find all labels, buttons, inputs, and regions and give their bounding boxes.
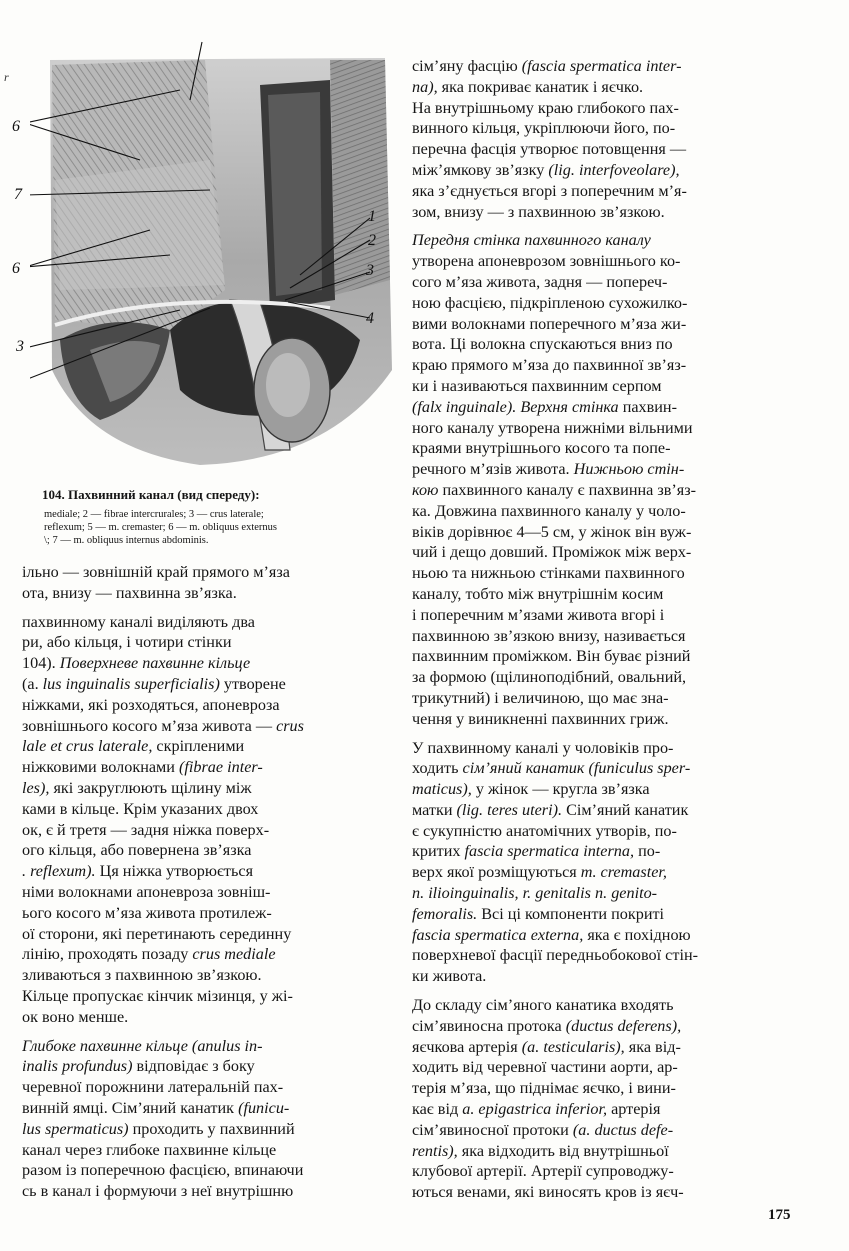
text-line bbox=[22, 716, 393, 737]
text-run: ього косого м’яза живота протилеж- bbox=[22, 903, 272, 922]
text-run: До складу сім’яного канатика входять bbox=[412, 996, 674, 1015]
text-line bbox=[412, 438, 798, 459]
text-run: які закруглюють щілину між bbox=[49, 778, 252, 797]
text-run: ок воно менше. bbox=[22, 1007, 129, 1026]
italic-term: кою bbox=[412, 480, 439, 499]
text-run: сім’явиносної протоки bbox=[412, 1120, 573, 1139]
right-text-column bbox=[412, 56, 798, 1203]
figure-legend bbox=[44, 508, 390, 547]
text-run: зливаються з пахвинною зв’язкою. bbox=[22, 966, 262, 985]
text-line bbox=[412, 251, 798, 272]
text-run: Сім’яний канатик bbox=[562, 800, 689, 819]
text-line bbox=[412, 1182, 798, 1203]
text-line bbox=[22, 612, 393, 633]
paragraph bbox=[22, 1036, 393, 1202]
text-line bbox=[22, 1077, 393, 1098]
italic-term: (ductus deferens), bbox=[565, 1016, 682, 1035]
text-line bbox=[412, 584, 798, 605]
text-line bbox=[412, 56, 798, 77]
text-line bbox=[412, 709, 798, 730]
text-run: по- bbox=[634, 842, 661, 861]
text-run: канал через глибоке пахвинне кільце bbox=[22, 1140, 277, 1159]
text-line bbox=[412, 160, 798, 181]
callout-label: 6 bbox=[12, 260, 20, 277]
text-line bbox=[412, 779, 798, 800]
text-line bbox=[412, 883, 798, 904]
text-run: лінію, проходять позаду bbox=[22, 945, 193, 964]
italic-term: (lig. interfoveolare), bbox=[548, 160, 680, 179]
text-line bbox=[412, 626, 798, 647]
italic-term: Нижньою стін- bbox=[573, 460, 685, 479]
callout-label: 2 bbox=[368, 232, 376, 249]
text-run: у жінок — кругла зв’язка bbox=[471, 780, 650, 799]
figure-legend-line: \; 7 — m. obliquus internus abdominis. bbox=[44, 535, 209, 546]
text-run: критих bbox=[412, 842, 465, 861]
text-run: сого м’яза живота, задня — попереч- bbox=[412, 272, 668, 291]
paragraph bbox=[412, 230, 798, 729]
text-line bbox=[412, 738, 798, 759]
callout-label: 6 bbox=[12, 118, 20, 135]
text-run: яєчкова артерія bbox=[412, 1037, 522, 1056]
text-line bbox=[412, 397, 798, 418]
text-line bbox=[412, 118, 798, 139]
text-line bbox=[22, 1181, 393, 1202]
text-line bbox=[412, 139, 798, 160]
text-run: ного каналу утворена нижніми вільними bbox=[412, 418, 693, 437]
figure-legend-line: mediale; 2 — fibrae intercrurales; 3 — crus laterale; bbox=[44, 509, 264, 520]
paragraph bbox=[412, 56, 798, 222]
text-line bbox=[22, 882, 393, 903]
text-run: ходить від черевної частини аорти, ар- bbox=[412, 1058, 678, 1077]
italic-term: сім’яний канатик (funiculus sper- bbox=[462, 759, 691, 778]
italic-term: crus bbox=[276, 716, 304, 735]
text-run: між’ямкову зв’язку bbox=[412, 160, 549, 179]
text-run: за формою (щілиноподібний, овальний, bbox=[412, 668, 687, 687]
page-number: 175 bbox=[768, 1207, 791, 1223]
text-line bbox=[412, 1037, 798, 1058]
text-line bbox=[412, 1099, 798, 1120]
text-line bbox=[412, 77, 798, 98]
text-run: яка є похідною bbox=[583, 925, 691, 944]
text-run: Ця ніжка утворюється bbox=[95, 862, 254, 881]
figure-inguinal-canal bbox=[12, 40, 400, 470]
text-line bbox=[412, 202, 798, 223]
text-line bbox=[22, 924, 393, 945]
text-line bbox=[412, 966, 798, 987]
text-run: яка покриває канатик і яєчко. bbox=[437, 77, 644, 96]
text-line bbox=[22, 799, 393, 820]
italic-term: a. epigastrica inferior, bbox=[462, 1100, 608, 1119]
paragraph bbox=[22, 562, 393, 604]
text-line bbox=[412, 230, 798, 251]
callout-label: 4 bbox=[366, 310, 374, 327]
text-run: утворена апоневрозом зовнішнього ко- bbox=[412, 252, 681, 271]
italic-term: fascia spermatica interna, bbox=[464, 842, 635, 861]
text-run: ки і називаються пахвинним серпом bbox=[412, 376, 662, 395]
text-run: ходить bbox=[412, 759, 463, 778]
text-line bbox=[412, 605, 798, 626]
text-line bbox=[412, 522, 798, 543]
text-line bbox=[22, 965, 393, 986]
text-line bbox=[412, 1078, 798, 1099]
text-run: (а. bbox=[22, 674, 43, 693]
text-line bbox=[22, 653, 393, 674]
anatomical-illustration bbox=[30, 40, 400, 470]
text-line bbox=[22, 778, 393, 799]
italic-term: (a. testicularis), bbox=[521, 1037, 625, 1056]
italic-term: maticus), bbox=[412, 780, 472, 799]
text-run: ота, внизу — пахвинна зв’язка. bbox=[22, 583, 237, 602]
text-line bbox=[22, 695, 393, 716]
text-run: кає від bbox=[412, 1100, 463, 1119]
text-run: верх якої розміщуються bbox=[412, 863, 581, 882]
text-run: каналу, тобто між внутрішнім косим bbox=[412, 584, 664, 603]
text-run: 104). bbox=[22, 654, 60, 673]
text-line bbox=[22, 986, 393, 1007]
text-run: ніжками, які розходяться, апоневроза bbox=[22, 695, 280, 714]
text-line bbox=[412, 98, 798, 119]
text-line bbox=[412, 688, 798, 709]
figure-legend-line: reflexum; 5 — m. cremaster; 6 — m. obliquus externus bbox=[44, 522, 277, 533]
text-line bbox=[412, 904, 798, 925]
paragraph bbox=[412, 995, 798, 1203]
text-line bbox=[412, 995, 798, 1016]
italic-term: femoralis. bbox=[412, 904, 478, 923]
italic-term: lus spermaticus) bbox=[22, 1119, 129, 1138]
text-run: ого кільця, або повернена зв’язка bbox=[22, 841, 252, 860]
italic-term: (fascia spermatica inter- bbox=[521, 57, 682, 75]
text-run: сім’явиносна протока bbox=[412, 1016, 566, 1035]
text-run: Всі ці компоненти покриті bbox=[477, 904, 665, 923]
text-run: ка. Довжина пахвинного каналу у чоло- bbox=[412, 501, 686, 520]
left-text-column bbox=[22, 562, 393, 1202]
italic-term: . reflexum). bbox=[22, 862, 96, 881]
text-run: ніжковими волокнами bbox=[22, 758, 179, 777]
text-line bbox=[412, 1057, 798, 1078]
text-run: поверхневої фасції передньобокової стін- bbox=[412, 946, 698, 965]
text-run: ільно — зовнішній край прямого м’яза bbox=[22, 563, 290, 581]
italic-term: Поверхневе пахвинне кільце bbox=[59, 654, 251, 673]
italic-term: (falx inguinale). Верхня стінка bbox=[412, 397, 619, 416]
text-run: разом із поперечною фасцією, впинаючи bbox=[22, 1161, 304, 1180]
text-run: матки bbox=[412, 800, 457, 819]
text-run: ною фасцією, підкріпленою сухожилко- bbox=[412, 293, 688, 312]
text-run: речного м’язів живота. bbox=[412, 460, 574, 479]
italic-term: lus inguinalis superficialis) bbox=[42, 674, 220, 693]
text-run: краю прямого м’яза до пахвинної зв’яз- bbox=[412, 356, 687, 375]
text-run: пахвинним проміжком. Він буває різний bbox=[412, 647, 691, 666]
text-run: пахвинною зв’язкою внизу, називається bbox=[412, 626, 686, 645]
text-line bbox=[412, 334, 798, 355]
text-line bbox=[22, 861, 393, 882]
text-run: Кільце пропускає кінчик мізинця, у жі- bbox=[22, 986, 293, 1005]
italic-term: (a. ductus defe- bbox=[572, 1120, 674, 1139]
text-run: ри, або кільця, і чотири стінки bbox=[22, 633, 232, 652]
text-line bbox=[22, 1160, 393, 1181]
text-line bbox=[412, 1141, 798, 1162]
text-run: ками в кільце. Крім указаних двох bbox=[22, 799, 259, 818]
italic-term: (fibrae inter- bbox=[179, 758, 263, 777]
text-run: яка від- bbox=[624, 1037, 681, 1056]
text-line bbox=[412, 542, 798, 563]
text-run: сім’яну фасцію bbox=[412, 57, 522, 75]
text-run: пахвинного каналу є пахвинна зв’яз- bbox=[438, 480, 697, 499]
text-line bbox=[22, 1140, 393, 1161]
text-run: клубової артерії. Артерії супроводжу- bbox=[412, 1162, 674, 1181]
italic-term: (lig. teres uteri). bbox=[456, 800, 563, 819]
callout-label: 3 bbox=[16, 338, 24, 355]
text-run: ються венами, які виносять кров із яєч- bbox=[412, 1183, 684, 1202]
text-run: артерія bbox=[607, 1100, 661, 1119]
text-line bbox=[22, 736, 393, 757]
text-run: черевної порожнини латеральній пах- bbox=[22, 1078, 284, 1097]
text-run: винній ямці. Сім’яний канатик bbox=[22, 1098, 239, 1117]
text-run: чий і дещо довший. Проміжок між верх- bbox=[412, 543, 692, 562]
italic-term: n. ilioinguinalis, r. genitalis n. genito- bbox=[412, 884, 658, 903]
text-line bbox=[22, 583, 393, 604]
text-run: перечна фасція утворює потовщення — bbox=[412, 140, 687, 159]
text-line bbox=[412, 945, 798, 966]
italic-term: na), bbox=[412, 77, 438, 96]
text-run: чення у виникненні пахвинних гриж. bbox=[412, 709, 669, 728]
text-line bbox=[412, 1120, 798, 1141]
text-line bbox=[412, 376, 798, 397]
paragraph bbox=[22, 612, 393, 1028]
text-line bbox=[412, 563, 798, 584]
callout-label: 1 bbox=[368, 208, 376, 225]
text-line bbox=[412, 272, 798, 293]
text-line bbox=[412, 293, 798, 314]
text-line bbox=[412, 758, 798, 779]
text-line bbox=[22, 674, 393, 695]
text-run: вота. Ці волокна спускаються вниз по bbox=[412, 335, 673, 354]
text-line bbox=[412, 925, 798, 946]
text-run: німи волокнами апоневроза зовніш- bbox=[22, 882, 271, 901]
text-line bbox=[412, 646, 798, 667]
text-line bbox=[412, 800, 798, 821]
text-run: ньою та нижньою стінками пахвинного bbox=[412, 564, 685, 583]
italic-term: crus mediale bbox=[192, 945, 276, 964]
text-run: і поперечним м’язами живота вгорі і bbox=[412, 605, 665, 624]
text-run: віків дорівнює 4—5 см, у жінок він вуж- bbox=[412, 522, 692, 541]
text-line bbox=[412, 1016, 798, 1037]
text-line bbox=[412, 459, 798, 480]
text-line bbox=[412, 841, 798, 862]
callout-label: 7 bbox=[14, 186, 22, 203]
italic-term: lale et crus laterale, bbox=[22, 737, 153, 756]
text-run: терія м’яза, що піднімає яєчко, і вини- bbox=[412, 1079, 676, 1098]
callout-label: 3 bbox=[366, 262, 374, 279]
text-run: скріпленими bbox=[152, 737, 245, 756]
text-line bbox=[22, 1098, 393, 1119]
text-line bbox=[22, 562, 393, 583]
italic-term: m. cremaster, bbox=[580, 863, 667, 882]
text-line bbox=[412, 314, 798, 335]
text-run: пахвин- bbox=[618, 397, 677, 416]
text-line bbox=[22, 1119, 393, 1140]
text-run: У пахвинному каналі у чоловіків про- bbox=[412, 738, 674, 757]
text-run: є сукупністю анатомічних утворів, по- bbox=[412, 821, 677, 840]
text-line bbox=[412, 181, 798, 202]
text-run: яка з’єднується вгорі з поперечним м’я- bbox=[412, 181, 687, 200]
text-run: На внутрішньому краю глибокого пах- bbox=[412, 98, 679, 117]
italic-term: les), bbox=[22, 778, 50, 797]
text-line bbox=[22, 1007, 393, 1028]
text-line bbox=[22, 1036, 393, 1057]
text-run: ої сторони, які перетинають серединну bbox=[22, 924, 292, 943]
stray-mark: r bbox=[4, 70, 9, 84]
text-run: зовнішнього косого м’яза живота — bbox=[22, 716, 277, 735]
text-run: вими волокнами поперечного м’яза жи- bbox=[412, 314, 687, 333]
text-run: ок, є й третя — задня ніжка поверх- bbox=[22, 820, 270, 839]
text-line bbox=[22, 757, 393, 778]
text-line bbox=[412, 418, 798, 439]
text-run: трикутний) і величиною, що має зна- bbox=[412, 688, 669, 707]
text-line bbox=[412, 355, 798, 376]
text-run: відповідає з боку bbox=[132, 1057, 255, 1076]
text-line bbox=[22, 840, 393, 861]
text-run: ки живота. bbox=[412, 967, 487, 986]
italic-term: inalis profundus) bbox=[22, 1057, 133, 1076]
text-run: пахвинному каналі виділяють два bbox=[22, 612, 255, 631]
text-line bbox=[412, 480, 798, 501]
text-line bbox=[412, 862, 798, 883]
italic-term: Глибоке пахвинне кільце (anulus in- bbox=[22, 1036, 263, 1055]
italic-term: (funicu- bbox=[238, 1098, 290, 1117]
italic-term: fascia spermatica externa, bbox=[412, 925, 584, 944]
text-run: краями внутрішнього косого та попе- bbox=[412, 439, 671, 458]
text-run: утворене bbox=[219, 674, 286, 693]
text-run: зом, внизу — з пахвинною зв’язкою. bbox=[412, 202, 665, 221]
paragraph bbox=[412, 738, 798, 988]
text-line bbox=[412, 821, 798, 842]
text-run: сь в канал і формуючи з неї внутрішню bbox=[22, 1182, 294, 1201]
text-line bbox=[22, 632, 393, 653]
text-line bbox=[412, 667, 798, 688]
text-run: яка відходить від внутрішньої bbox=[457, 1141, 669, 1160]
text-line bbox=[22, 944, 393, 965]
text-run: проходить у пахвинний bbox=[128, 1119, 295, 1138]
text-line bbox=[412, 1161, 798, 1182]
text-line bbox=[22, 1056, 393, 1077]
text-line bbox=[22, 903, 393, 924]
figure-caption-title: 104. Пахвинний канал (вид спереду): bbox=[42, 487, 260, 502]
italic-term: Передня стінка пахвинного каналу bbox=[412, 231, 651, 250]
text-line bbox=[22, 820, 393, 841]
italic-term: rentis), bbox=[412, 1141, 458, 1160]
text-run: винного кільця, укріплюючи його, по- bbox=[412, 119, 676, 138]
text-line bbox=[412, 501, 798, 522]
